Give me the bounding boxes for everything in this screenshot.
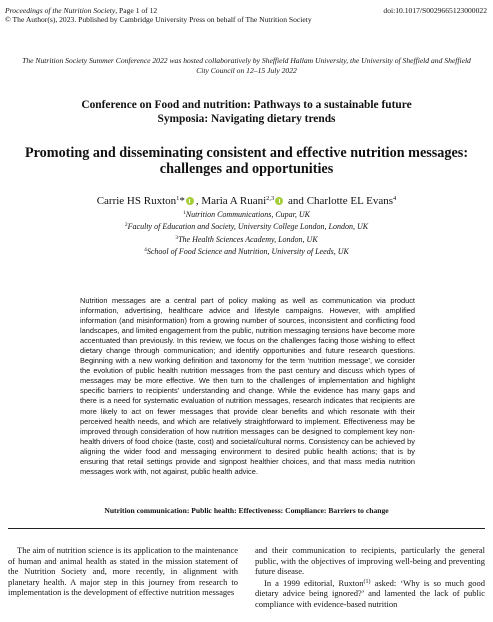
conference-note: The Nutrition Society Summer Conference 2022 was hosted collaboratively by Sheffield Hallam University, the University of Sheffield and Sheffield City Council on 12–15 July 2022	[22, 56, 471, 75]
affiliation	[20, 220, 473, 232]
orcid-icon[interactable]	[186, 197, 194, 205]
author-name[interactable]: Maria A Ruani	[201, 195, 267, 207]
body-text: In a 1999 editorial, Ruxton	[264, 577, 364, 588]
author-name[interactable]: Carrie HS Ruxton	[96, 195, 177, 207]
affiliation-marker: 4	[393, 195, 397, 202]
affiliation-text: The Health Sciences Academy, London, UK	[178, 234, 318, 244]
section-divider	[8, 528, 485, 529]
affiliation-number: 1	[183, 210, 186, 216]
affiliation-number: 4	[144, 246, 147, 253]
abstract: Nutrition messages are a central part of policy making as well as communication via product information, advertising, healthcare advice and lifestyle campaigns. However, with amplified information (and misinformation) from a growing number of sources, inconsistent and conflicting food landscapes, and limited engagement from the public, nutrition messaging tensions have become more accentuated than previously. In this review, we focus on the challenges facing those wishing to effect dietary change through communication; and identify opportunities and future research questions. Beginning with a new working definition and taxonomy for the term ‘nutrition message’, we consider the evolution of public health nutrition messages from the past century and discuss which types of messages may be more effective. We then turn to the challenges of implementation and highlight specific barriers to recipients’ understanding and change. While the evidence has many gaps and there is a need for systematic evaluation of nutrition messages, research indicates that recipients are more likely to act on fewer messages that provide clear benefits and which resonate with their perceived health needs, and which are relatively straightforward to implement. Effectiveness may be improved through consideration of how nutrition messages can be designed to complement key non-health drivers of food choice (taste, cost) and societal/cultural norms. Consistency can be achieved by aligning the wider food and messaging environment to desired public health actions; that is by ensuring that retail settings provide and signpost healthier choices, and that mass media nutrition messages work with, not against, public health advice.	[80, 296, 415, 476]
orcid-icon[interactable]	[275, 197, 283, 205]
body-text: asked: ‘Why is so much good dietary advice being ignored?’ and lamented the lack of public compliance with evidence-based nutrition	[255, 577, 485, 609]
reference-marker[interactable]: (1)	[363, 578, 371, 585]
author-conjunction: and	[288, 195, 304, 207]
affiliation-number: 3	[175, 234, 179, 241]
page-info: , Page 1 of 12	[115, 6, 158, 15]
affiliation-text: School of Food Science and Nutrition, University of Leeds, UK	[146, 246, 349, 256]
doi[interactable]: doi:10.1017/S0029665123000022	[383, 6, 487, 15]
body-paragraph: and their communication to recipients, particularly the general public, with the objectives of improving well-being and preventing future disease.	[255, 545, 485, 577]
corresponding-author-mark: *	[179, 195, 185, 207]
author-name[interactable]: Charlotte EL Evans	[306, 195, 394, 207]
body-column-right	[255, 545, 485, 610]
affiliation-list	[20, 208, 473, 257]
body-column-left	[8, 545, 238, 598]
keywords: Nutrition communication: Public health: Effectiveness: Compliance: Barriers to change	[104, 506, 389, 515]
affiliation-marker: 1	[176, 195, 180, 202]
affiliation	[20, 208, 473, 220]
symposia-title: Symposia: Navigating dietary trends	[157, 113, 336, 125]
conference-title: Conference on Food and nutrition: Pathways to a sustainable future	[81, 99, 412, 111]
running-header	[5, 6, 335, 24]
journal-name: Proceedings of the Nutrition Society	[5, 6, 116, 15]
paper-title: Promoting and disseminating consistent and effective nutrition messages: challenges and opportunities	[24, 145, 469, 177]
affiliation-number: 2	[124, 222, 128, 229]
conference-heading	[20, 98, 473, 126]
author-list: Carrie HS Ruxton$^1$* , Maria A Ruani$^{2,3}$ and Charlotte EL Evans$^4$	[96, 195, 397, 207]
body-paragraph: The aim of nutrition science is its application to the maintenance of human and animal health as stated in the mission statement of the Nutrition Society and, more recently, in alignment with planetary health. A major step in this journey from research to implementation is the development of effective nutrition messages	[8, 545, 238, 598]
copyright-line: © The Author(s), 2023. Published by Cambridge University Press on behalf of The Nutrition Society	[5, 15, 312, 24]
affiliation	[20, 233, 473, 245]
affiliation	[20, 245, 473, 257]
body-paragraph	[255, 577, 485, 610]
affiliation-text: Nutrition Communications, Cupar, UK	[185, 210, 310, 219]
affiliation-marker: 2,3	[266, 195, 275, 202]
affiliation-text: Faculty of Education and Society, University College London, London, UK	[127, 222, 369, 232]
